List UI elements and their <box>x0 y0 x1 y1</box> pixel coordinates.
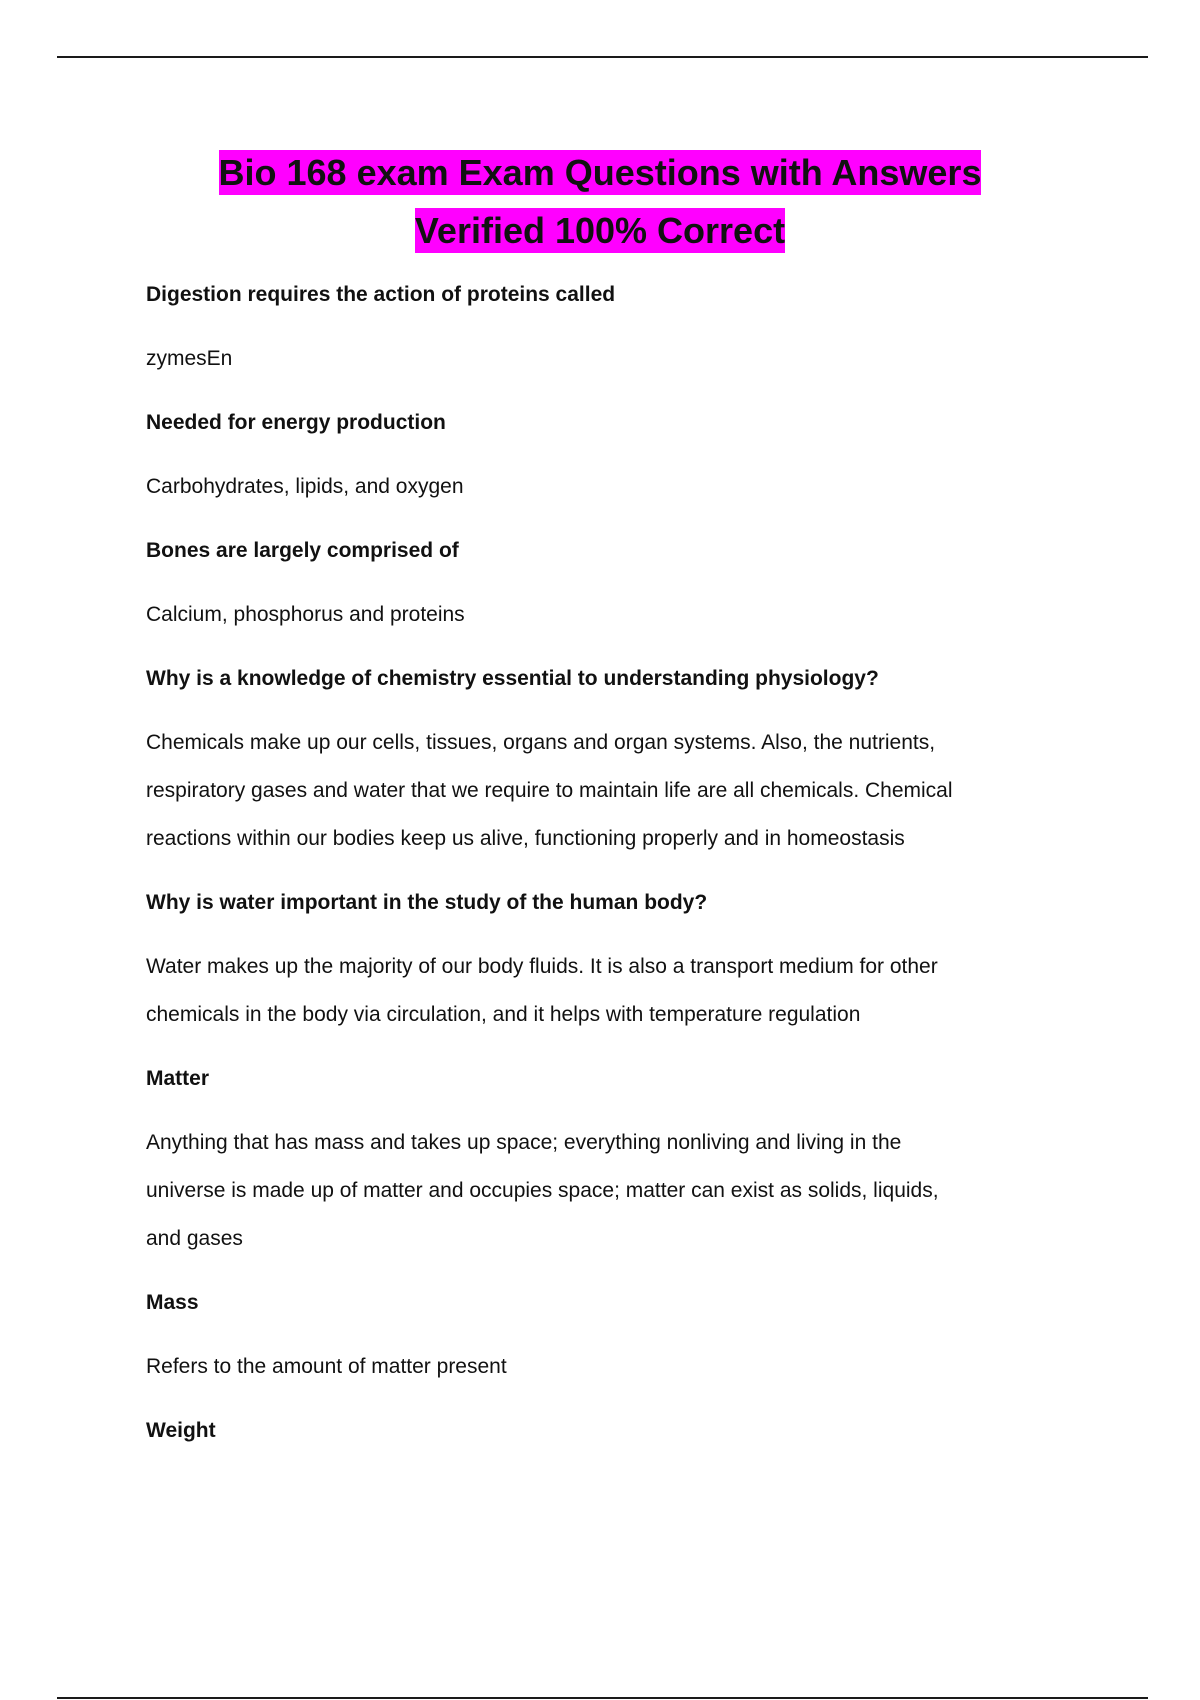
question: Weight <box>146 1419 216 1442</box>
answer-line: Water makes up the majority of our body fluids. It is also a transport medium for other <box>146 955 938 978</box>
title-line-1: Bio 168 exam Exam Questions with Answers <box>218 152 982 193</box>
answer-line: Carbohydrates, lipids, and oxygen <box>146 475 464 498</box>
answer-line: respiratory gases and water that we require to maintain life are all chemicals. Chemical <box>146 779 953 802</box>
answer-line: universe is made up of matter and occupies space; matter can exist as solids, liquids, <box>146 1179 939 1202</box>
answer <box>146 719 1146 863</box>
question: Mass <box>146 1291 199 1314</box>
header-rule <box>57 56 1148 58</box>
question: Matter <box>146 1067 210 1090</box>
answer-line: and gases <box>146 1227 243 1250</box>
qa-list <box>146 271 1146 1471</box>
answer-line: Anything that has mass and takes up space; everything nonliving and living in the <box>146 1131 902 1154</box>
title-line-2: Verified 100% Correct <box>414 210 786 251</box>
answer <box>146 591 1146 639</box>
answer <box>146 463 1146 511</box>
answer-line: reactions within our bodies keep us alive, functioning properly and in homeostasis <box>146 827 905 850</box>
answer-line: chemicals in the body via circulation, and it helps with temperature regulation <box>146 1003 861 1026</box>
answer-line: Chemicals make up our cells, tissues, organs and organ systems. Also, the nutrients, <box>146 731 936 754</box>
question: Why is a knowledge of chemistry essential to understanding physiology? <box>146 667 879 690</box>
answer-line: Refers to the amount of matter present <box>146 1355 507 1378</box>
answer <box>146 943 1146 1039</box>
answer <box>146 1343 1146 1391</box>
footer-rule <box>57 1697 1148 1699</box>
answer-line: zymesEn <box>146 347 233 370</box>
answer <box>146 335 1146 383</box>
question: Digestion requires the action of proteins called <box>146 283 616 306</box>
question: Needed for energy production <box>146 411 446 434</box>
document-title <box>0 144 1200 260</box>
answer-line: Calcium, phosphorus and proteins <box>146 603 465 626</box>
answer <box>146 1119 1146 1263</box>
question: Bones are largely comprised of <box>146 539 459 562</box>
question: Why is water important in the study of the human body? <box>146 891 708 914</box>
